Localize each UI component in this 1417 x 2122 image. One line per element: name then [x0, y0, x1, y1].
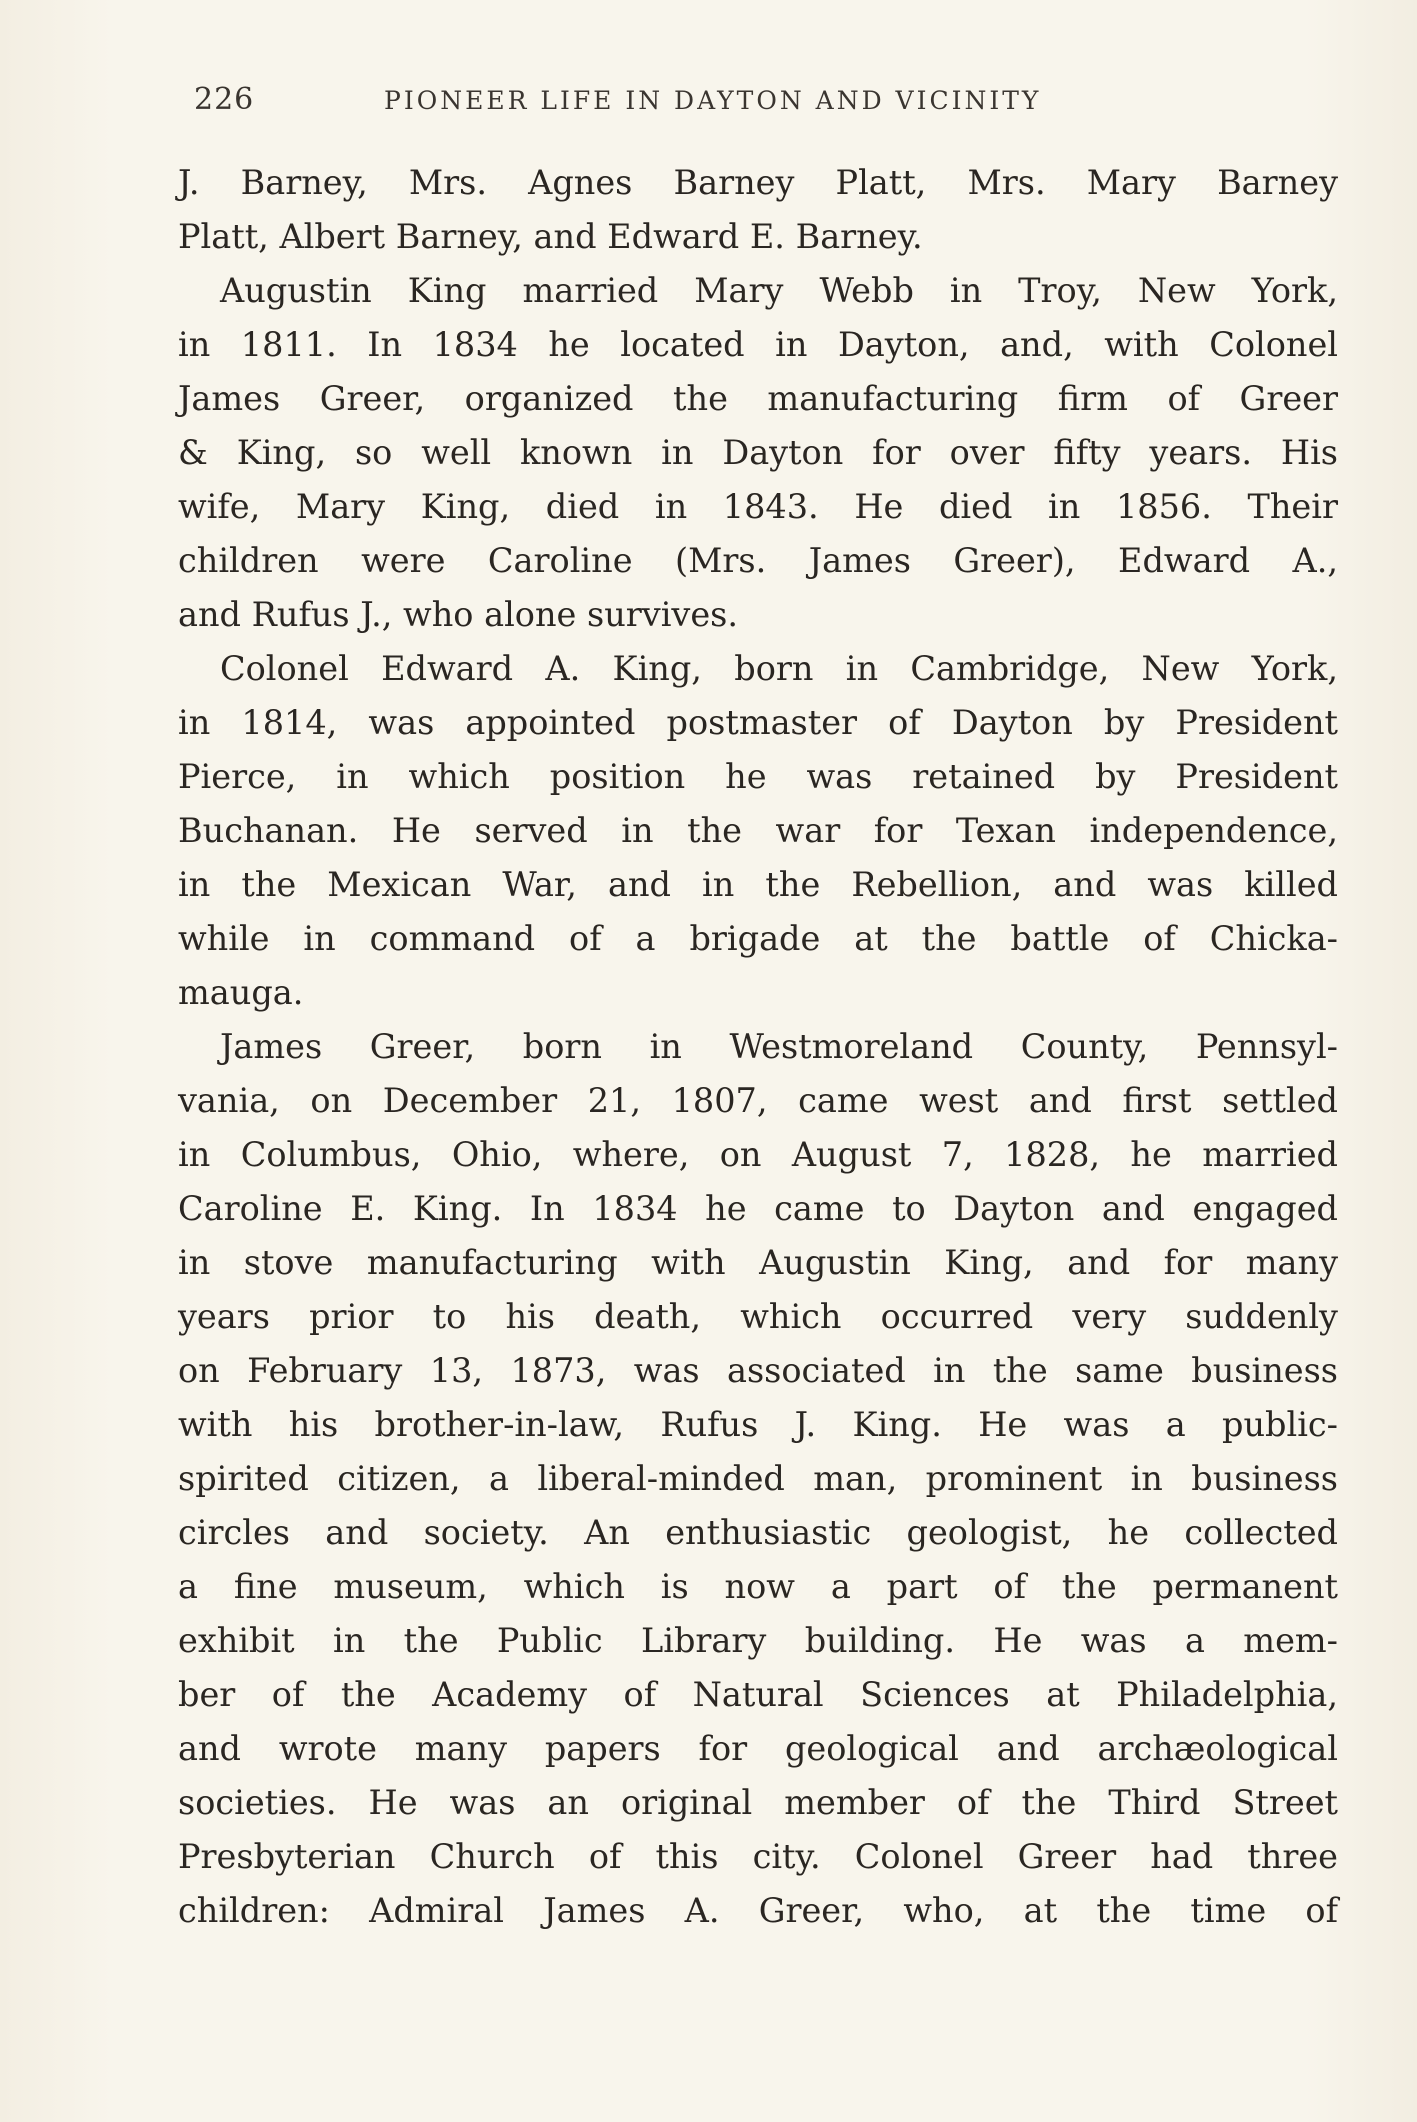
text-line: spirited citizen, a liberal-minded man, prominent in business [178, 1459, 1338, 1498]
text-line: exhibit in the Public Library building. He was a mem- [178, 1621, 1338, 1660]
text-line: in stove manufacturing with Augustin King, and for many [178, 1243, 1338, 1282]
text-line: and Rufus J., who alone survives. [178, 595, 739, 634]
body-text [178, 156, 1338, 1938]
text-line: J. Barney, Mrs. Agnes Barney Platt, Mrs. Mary Barney [178, 163, 1338, 202]
text-line: with his brother-in-law, Rufus J. King. He was a public- [178, 1405, 1338, 1444]
text-line: in 1811. In 1834 he located in Dayton, and, with Colonel [178, 325, 1338, 364]
text-line: on February 13, 1873, was associated in the same business [178, 1351, 1338, 1390]
text-line: societies. He was an original member of the Third Street [178, 1783, 1338, 1822]
text-line: Pierce, in which position he was retained by President [178, 757, 1338, 796]
text-line: vania, on December 21, 1807, came west and first settled [178, 1081, 1338, 1120]
text-line: Caroline E. King. In 1834 he came to Dayton and engaged [178, 1189, 1338, 1228]
text-line: ber of the Academy of Natural Sciences at Philadelphia, [178, 1675, 1338, 1714]
text-line: Platt, Albert Barney, and Edward E. Barney. [178, 217, 923, 256]
text-line: circles and society. An enthusiastic geologist, he collected [178, 1513, 1338, 1552]
text-line: children: Admiral James A. Greer, who, at the time of [178, 1891, 1338, 1930]
text-line: wife, Mary King, died in 1843. He died in 1856. Their [178, 487, 1338, 526]
text-line: a fine museum, which is now a part of the permanent [178, 1567, 1338, 1606]
text-line: in Columbus, Ohio, where, on August 7, 1828, he married [178, 1135, 1338, 1174]
running-head: PIONEER LIFE IN DAYTON AND VICINITY [384, 86, 1042, 115]
text-line: and wrote many papers for geological and archæological [178, 1729, 1338, 1768]
text-line: Colonel Edward A. King, born in Cambridge, New York, [220, 649, 1338, 688]
text-line: children were Caroline (Mrs. James Greer), Edward A., [178, 541, 1338, 580]
page-number: 226 [194, 82, 255, 117]
page-header [194, 82, 1244, 122]
text-line: mauga. [178, 973, 304, 1012]
text-line: James Greer, born in Westmoreland County, Pennsyl- [220, 1027, 1338, 1066]
text-line: while in command of a brigade at the battle of Chicka- [178, 919, 1338, 958]
text-line: Presbyterian Church of this city. Colonel Greer had three [178, 1837, 1338, 1876]
text-line: years prior to his death, which occurred very suddenly [178, 1297, 1338, 1336]
text-line: in 1814, was appointed postmaster of Dayton by President [178, 703, 1338, 742]
text-line: & King, so well known in Dayton for over fifty years. His [178, 433, 1338, 472]
text-line: Augustin King married Mary Webb in Troy, New York, [220, 271, 1338, 310]
text-line: in the Mexican War, and in the Rebellion, and was killed [178, 865, 1338, 904]
text-line: James Greer, organized the manufacturing firm of Greer [178, 379, 1338, 418]
text-line: Buchanan. He served in the war for Texan independence, [178, 811, 1338, 850]
